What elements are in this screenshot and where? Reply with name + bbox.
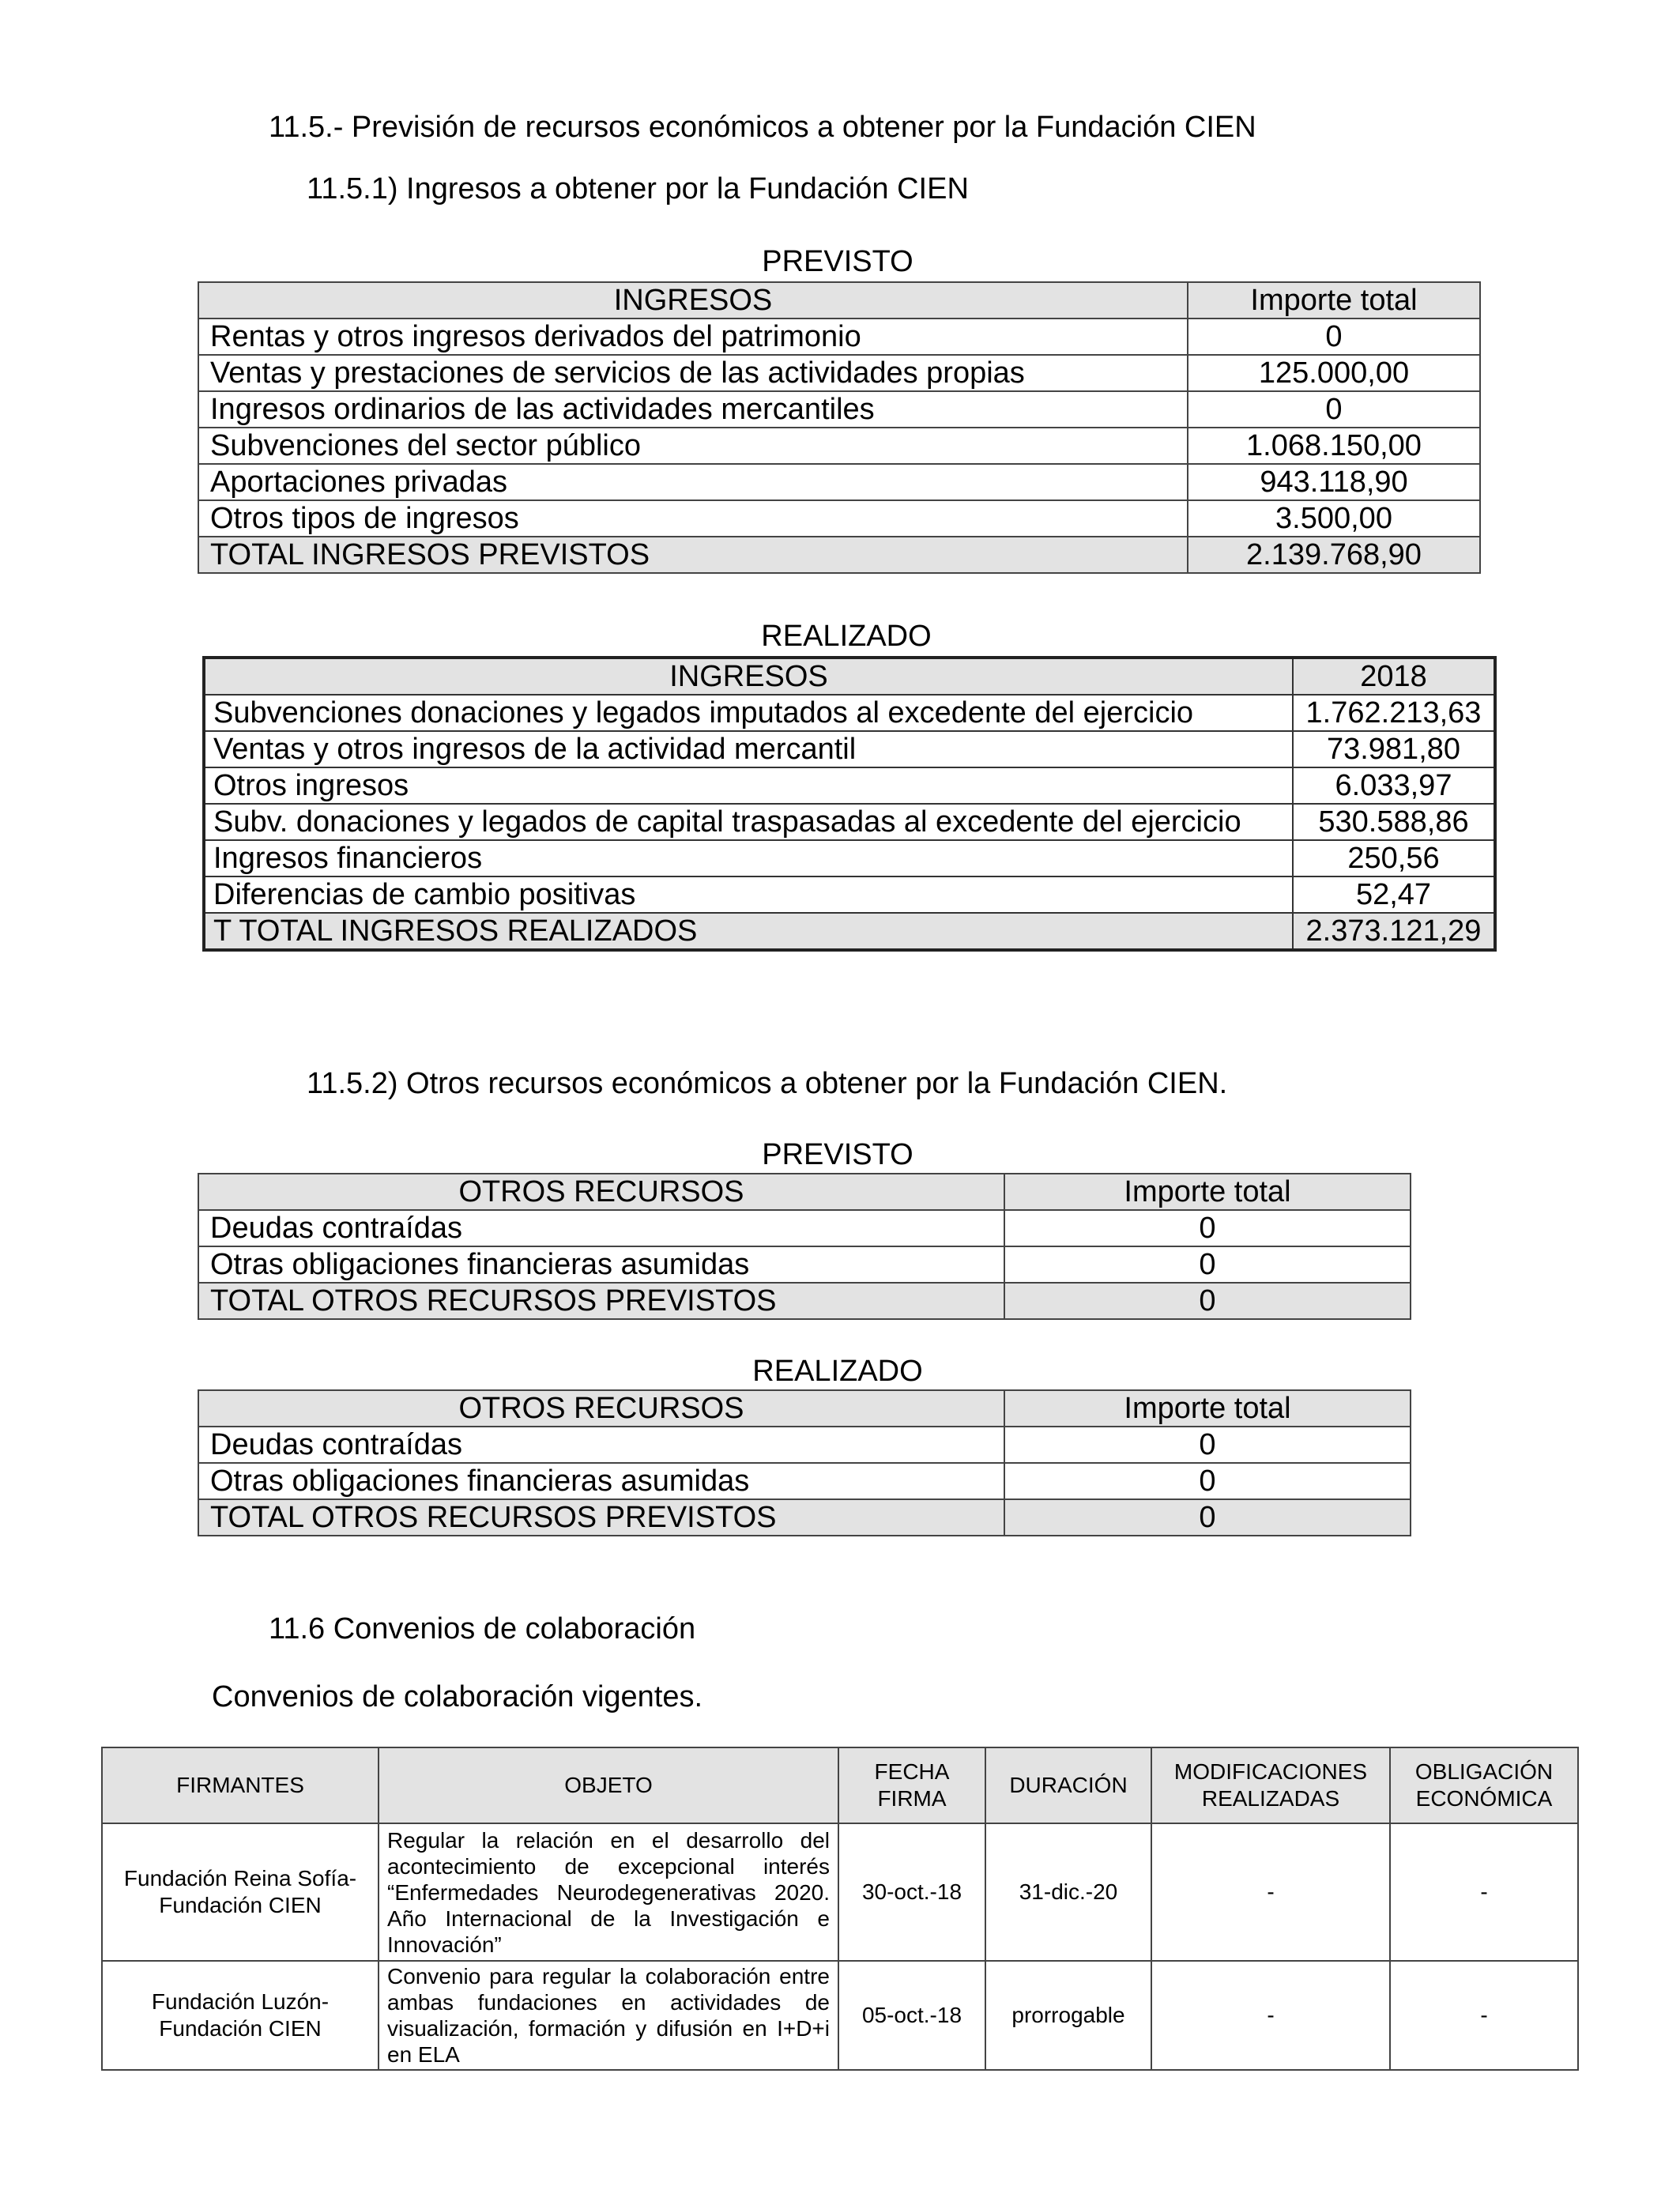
row-value: 52,47 [1293,876,1495,913]
row-label: Deudas contraídas [198,1210,1004,1246]
table-row [198,464,1480,500]
total-label: TOTAL OTROS RECURSOS PREVISTOS [198,1283,1004,1319]
otros-previsto-table [198,1173,1411,1320]
objeto-cell: Convenio para regular la colaboración entre ambas fundaciones en actividades de visualización, formación y difusión en I+D+i en ELA [379,1961,838,2070]
row-value: 0 [1004,1463,1411,1499]
total-label: TOTAL OTROS RECURSOS PREVISTOS [198,1499,1004,1536]
table-row [204,731,1495,767]
table-row [204,876,1495,913]
header-cell: INGRESOS [204,658,1293,695]
table-header-row [102,1747,1578,1823]
ingresos-realizado-caption: REALIZADO [761,620,932,653]
table-header-row [198,1390,1411,1427]
row-label: Subv. donaciones y legados de capital traspasadas al excedente del ejercicio [204,804,1293,840]
table-row [198,1210,1411,1246]
row-label: Otros tipos de ingresos [198,500,1188,537]
header-cell: DURACIÓN [985,1747,1151,1823]
convenios-table [101,1747,1579,2071]
table-row [204,804,1495,840]
header-cell: FECHA FIRMA [838,1747,985,1823]
obligacion-cell: - [1390,1961,1578,2070]
total-row [198,1283,1411,1319]
row-label: Otras obligaciones financieras asumidas [198,1246,1004,1283]
row-value: 0 [1188,391,1480,428]
firmantes-cell: Fundación Luzón- Fundación CIEN [102,1961,379,2070]
firmantes-cell: Fundación Reina Sofía- Fundación CIEN [102,1823,379,1961]
row-label: Aportaciones privadas [198,464,1188,500]
section-11-5-1-title: 11.5.1) Ingresos a obtener por la Fundación CIEN [307,172,969,205]
obligacion-cell: - [1390,1823,1578,1961]
table-row [198,355,1480,391]
header-cell: 2018 [1293,658,1495,695]
table-row [198,500,1480,537]
total-row [204,913,1495,950]
row-value: 1.762.213,63 [1293,695,1495,731]
header-cell: Importe total [1188,282,1480,319]
table-row [102,1823,1578,1961]
header-cell: INGRESOS [198,282,1188,319]
header-cell: MODIFICACIONES REALIZADAS [1151,1747,1390,1823]
row-value: 0 [1004,1427,1411,1463]
total-value: 0 [1004,1499,1411,1536]
header-cell: Importe total [1004,1390,1411,1427]
otros-previsto-caption: PREVISTO [762,1138,913,1171]
total-row [198,1499,1411,1536]
row-value: 0 [1004,1246,1411,1283]
header-cell: FIRMANTES [102,1747,379,1823]
row-label: Ingresos ordinarios de las actividades mercantiles [198,391,1188,428]
section-11-5-2-title: 11.5.2) Otros recursos económicos a obtener por la Fundación CIEN. [307,1067,1228,1100]
section-11-5-title: 11.5.- Previsión de recursos económicos a obtener por la Fundación CIEN [269,111,1256,144]
table-row [198,1246,1411,1283]
table-row [102,1961,1578,2070]
row-label: Subvenciones del sector público [198,428,1188,464]
table-header-row [204,658,1495,695]
row-value: 73.981,80 [1293,731,1495,767]
table-row [204,767,1495,804]
row-value: 0 [1004,1210,1411,1246]
row-label: Subvenciones donaciones y legados imputados al excedente del ejercicio [204,695,1293,731]
row-label: Ingresos financieros [204,840,1293,876]
modificaciones-cell: - [1151,1961,1390,2070]
objeto-cell: Regular la relación en el desarrollo del acontecimiento de excepcional interés “Enfermedades Neurodegenerativas 2020. Año Internacional de la Investigación e Innovación” [379,1823,838,1961]
table-row [204,695,1495,731]
ingresos-previsto-table [198,281,1481,574]
row-label: Deudas contraídas [198,1427,1004,1463]
table-row [198,1427,1411,1463]
total-row [198,537,1480,573]
row-label: Otros ingresos [204,767,1293,804]
table-row [198,391,1480,428]
row-value: 250,56 [1293,840,1495,876]
section-11-6-title: 11.6 Convenios de colaboración [269,1612,696,1646]
fecha-cell: 05-oct.-18 [838,1961,985,2070]
header-cell: OTROS RECURSOS [198,1174,1004,1210]
row-value: 943.118,90 [1188,464,1480,500]
row-label: Rentas y otros ingresos derivados del patrimonio [198,319,1188,355]
fecha-cell: 30-oct.-18 [838,1823,985,1961]
row-value: 1.068.150,00 [1188,428,1480,464]
table-row [204,840,1495,876]
row-label: Ventas y otros ingresos de la actividad mercantil [204,731,1293,767]
header-cell: Importe total [1004,1174,1411,1210]
row-value: 6.033,97 [1293,767,1495,804]
table-row [198,1463,1411,1499]
header-cell: OBLIGACIÓN ECONÓMICA [1390,1747,1578,1823]
row-value: 3.500,00 [1188,500,1480,537]
row-value: 0 [1188,319,1480,355]
total-value: 2.139.768,90 [1188,537,1480,573]
table-row [198,428,1480,464]
section-11-6-subtitle: Convenios de colaboración vigentes. [212,1680,703,1713]
ingresos-realizado-table [202,656,1497,952]
otros-realizado-caption: REALIZADO [752,1355,923,1388]
header-cell: OTROS RECURSOS [198,1390,1004,1427]
modificaciones-cell: - [1151,1823,1390,1961]
row-label: Ventas y prestaciones de servicios de las actividades propias [198,355,1188,391]
row-label: Diferencias de cambio positivas [204,876,1293,913]
total-value: 2.373.121,29 [1293,913,1495,950]
duracion-cell: prorrogable [985,1961,1151,2070]
table-header-row [198,282,1480,319]
row-value: 530.588,86 [1293,804,1495,840]
table-row [198,319,1480,355]
row-label: Otras obligaciones financieras asumidas [198,1463,1004,1499]
total-value: 0 [1004,1283,1411,1319]
otros-realizado-table [198,1389,1411,1536]
row-value: 125.000,00 [1188,355,1480,391]
ingresos-previsto-caption: PREVISTO [762,245,913,278]
header-cell: OBJETO [379,1747,838,1823]
total-label: TOTAL INGRESOS PREVISTOS [198,537,1188,573]
table-header-row [198,1174,1411,1210]
total-label: T TOTAL INGRESOS REALIZADOS [204,913,1293,950]
duracion-cell: 31-dic.-20 [985,1823,1151,1961]
